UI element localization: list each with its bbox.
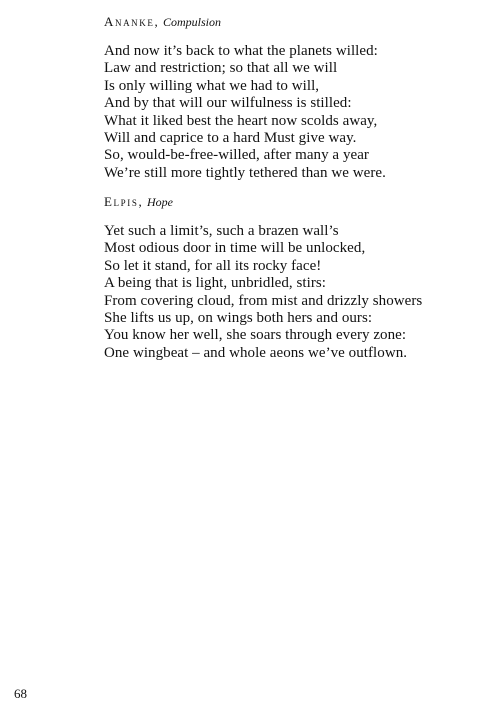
poem-line: Will and caprice to a hard Must give way.: [104, 130, 357, 147]
poem-subtitle: Compulsion: [162, 15, 221, 29]
poem-line: So, would-be-free-willed, after many a year: [104, 147, 369, 164]
poem-heading: [104, 14, 484, 30]
poem-line: From covering cloud, from mist and drizzly showers: [104, 292, 423, 309]
poem-subtitle: Hope: [146, 195, 173, 209]
poem-title: Elpis: [104, 194, 139, 209]
poem-line: And now it’s back to what the planets willed:: [104, 43, 378, 59]
poem-line: So let it stand, for all its rocky face!: [104, 257, 322, 274]
title-separator: ,: [138, 194, 143, 209]
poem-heading: [104, 194, 484, 210]
poem-line: One wingbeat – and whole aeons we’ve outflown.: [104, 344, 408, 361]
poem-line: A being that is light, unbridled, stirs:: [104, 275, 326, 292]
poem-line: Most odious door in time will be unlocked,: [104, 240, 366, 257]
poem-line: You know her well, she soars through every zone:: [104, 327, 407, 344]
poem-line: Law and restriction; so that all we will: [104, 60, 338, 77]
page-number: 68: [14, 686, 27, 701]
poem-line: And by that will our wilfulness is stilled:: [104, 95, 352, 112]
poem-elpis: [104, 194, 484, 362]
poem-line: Yet such a limit’s, such a brazen wall’s: [104, 223, 339, 239]
poem-line: We’re still more tightly tethered than we were.: [104, 164, 386, 181]
poem-ananke: [104, 14, 484, 182]
poem-stanza: [104, 43, 484, 182]
poem-line: She lifts us up, on wings both hers and ours:: [104, 310, 373, 327]
poem-line: What it liked best the heart now scolds away,: [104, 112, 378, 129]
title-separator: ,: [154, 14, 159, 29]
poem-title: Ananke: [104, 14, 155, 29]
poem-stanza: [104, 223, 484, 362]
poem-line: Is only willing what we had to will,: [104, 77, 320, 94]
